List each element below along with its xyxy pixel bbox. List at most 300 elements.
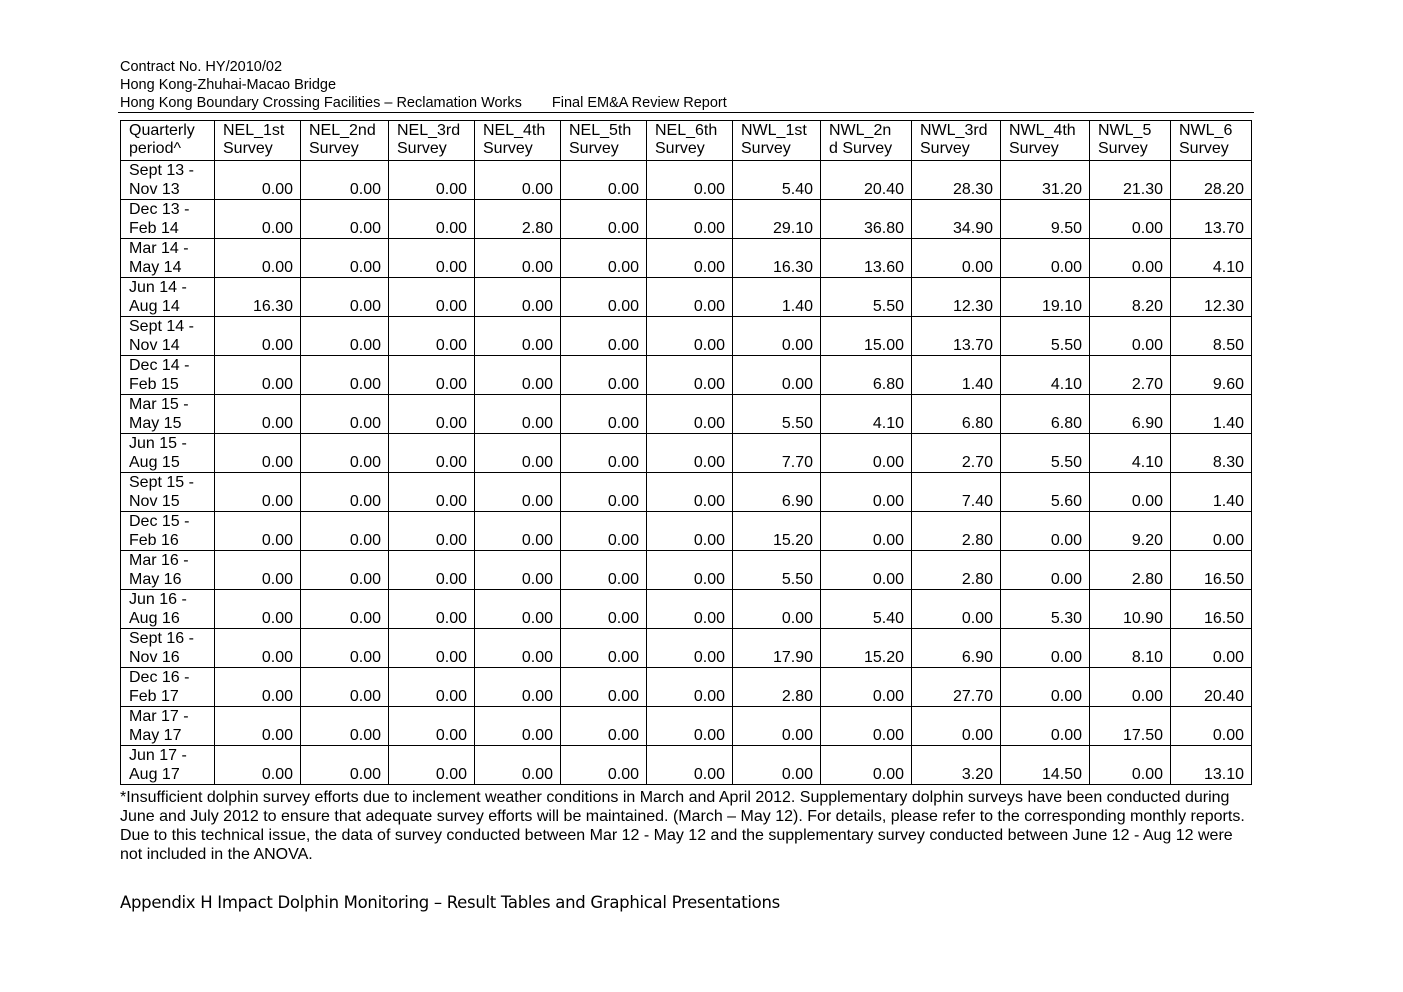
table-row [121, 512, 1252, 551]
value-cell: 0.00 [1001, 551, 1090, 590]
value-cell: 6.80 [821, 356, 912, 395]
value-cell: 4.10 [1171, 239, 1252, 278]
period-line: Nov 15 [129, 493, 180, 510]
value-cell: 0.00 [215, 590, 301, 629]
header-line: NEL_2nd [309, 122, 376, 139]
value-cell: 0.00 [1001, 629, 1090, 668]
value-cell: 0.00 [1090, 668, 1171, 707]
column-header-period [121, 121, 215, 161]
value-cell: 0.00 [475, 746, 561, 785]
value-cell: 0.00 [389, 746, 475, 785]
period-cell [121, 161, 215, 200]
period-line: Jun 17 - [129, 747, 187, 764]
period-line: Mar 15 - [129, 396, 189, 413]
value-cell: 2.80 [733, 668, 821, 707]
value-cell: 0.00 [215, 161, 301, 200]
value-cell: 0.00 [301, 317, 389, 356]
value-cell: 0.00 [647, 161, 733, 200]
column-header [215, 121, 301, 161]
value-cell: 9.50 [1001, 200, 1090, 239]
value-cell: 27.70 [912, 668, 1001, 707]
header-line: Survey [483, 140, 533, 157]
value-cell: 0.00 [1171, 629, 1252, 668]
period-line: Dec 14 - [129, 357, 190, 374]
period-line: Feb 15 [129, 376, 179, 393]
value-cell: 5.60 [1001, 473, 1090, 512]
value-cell: 2.80 [475, 200, 561, 239]
value-cell: 5.50 [1001, 317, 1090, 356]
value-cell: 0.00 [733, 746, 821, 785]
period-cell [121, 668, 215, 707]
value-cell: 15.20 [821, 629, 912, 668]
value-cell: 0.00 [475, 473, 561, 512]
period-line: Aug 15 [129, 454, 180, 471]
table-row [121, 590, 1252, 629]
period-cell [121, 278, 215, 317]
period-line: Aug 16 [129, 610, 180, 627]
value-cell: 9.20 [1090, 512, 1171, 551]
value-cell: 6.90 [733, 473, 821, 512]
value-cell: 0.00 [1090, 317, 1171, 356]
header-row [120, 94, 1253, 112]
header-line: NEL_4th [483, 122, 546, 139]
column-header [912, 121, 1001, 161]
value-cell: 0.00 [647, 278, 733, 317]
column-header [647, 121, 733, 161]
value-cell: 0.00 [1001, 707, 1090, 746]
value-cell: 12.30 [1171, 278, 1252, 317]
value-cell: 0.00 [561, 395, 647, 434]
header-divider [118, 112, 1254, 113]
period-line: Dec 16 - [129, 669, 190, 686]
header-line: period^ [129, 140, 181, 157]
value-cell: 0.00 [389, 395, 475, 434]
period-cell [121, 707, 215, 746]
header-line: NEL_6th [655, 122, 718, 139]
header-line: Survey [920, 140, 970, 157]
period-line: Aug 17 [129, 766, 180, 783]
value-cell: 0.00 [647, 668, 733, 707]
value-cell: 0.00 [301, 551, 389, 590]
value-cell: 0.00 [561, 161, 647, 200]
works-title: Hong Kong Boundary Crossing Facilities – Reclamation Works [120, 95, 522, 111]
period-cell [121, 395, 215, 434]
value-cell: 0.00 [821, 434, 912, 473]
period-line: May 15 [129, 415, 182, 432]
value-cell: 2.80 [912, 512, 1001, 551]
period-line: Mar 14 - [129, 240, 189, 257]
value-cell: 0.00 [647, 512, 733, 551]
value-cell: 1.40 [733, 278, 821, 317]
value-cell: 1.40 [1171, 395, 1252, 434]
header-line: Survey [223, 140, 273, 157]
value-cell: 0.00 [475, 317, 561, 356]
header-line: Survey [655, 140, 705, 157]
value-cell: 0.00 [389, 629, 475, 668]
value-cell: 0.00 [1090, 200, 1171, 239]
value-cell: 5.50 [733, 395, 821, 434]
value-cell: 0.00 [301, 629, 389, 668]
value-cell: 7.40 [912, 473, 1001, 512]
value-cell: 1.40 [1171, 473, 1252, 512]
value-cell: 0.00 [1171, 707, 1252, 746]
period-line: Sept 14 - [129, 318, 194, 335]
value-cell: 0.00 [215, 434, 301, 473]
value-cell: 0.00 [475, 590, 561, 629]
period-cell [121, 629, 215, 668]
value-cell: 0.00 [301, 278, 389, 317]
value-cell: 0.00 [475, 551, 561, 590]
table-row [121, 434, 1252, 473]
value-cell: 0.00 [389, 707, 475, 746]
value-cell: 16.50 [1171, 590, 1252, 629]
period-line: Feb 14 [129, 220, 179, 237]
value-cell: 8.30 [1171, 434, 1252, 473]
value-cell: 0.00 [561, 551, 647, 590]
value-cell: 0.00 [561, 629, 647, 668]
value-cell: 0.00 [647, 395, 733, 434]
value-cell: 5.30 [1001, 590, 1090, 629]
period-cell [121, 434, 215, 473]
value-cell: 0.00 [215, 746, 301, 785]
header-line: NWL_5 [1098, 122, 1152, 139]
table-row [121, 200, 1252, 239]
value-cell: 3.20 [912, 746, 1001, 785]
table-row [121, 161, 1252, 200]
value-cell: 0.00 [821, 746, 912, 785]
period-line: Aug 14 [129, 298, 180, 315]
period-cell [121, 551, 215, 590]
header-line: d Survey [829, 140, 893, 157]
value-cell: 0.00 [215, 707, 301, 746]
value-cell: 8.50 [1171, 317, 1252, 356]
period-line: Dec 15 - [129, 513, 190, 530]
period-line: Jun 14 - [129, 279, 187, 296]
period-cell [121, 746, 215, 785]
value-cell: 0.00 [475, 239, 561, 278]
period-line: Feb 17 [129, 688, 179, 705]
table-row [121, 356, 1252, 395]
period-cell [121, 473, 215, 512]
appendix-footer: Appendix H Impact Dolphin Monitoring – Result Tables and Graphical Presentations [120, 893, 780, 912]
value-cell: 17.90 [733, 629, 821, 668]
value-cell: 0.00 [647, 746, 733, 785]
value-cell: 21.30 [1090, 161, 1171, 200]
period-line: May 14 [129, 259, 182, 276]
value-cell: 5.40 [733, 161, 821, 200]
value-cell: 0.00 [821, 512, 912, 551]
contract-number: Contract No. HY/2010/02 [120, 59, 283, 75]
period-line: Jun 16 - [129, 591, 187, 608]
value-cell: 6.80 [912, 395, 1001, 434]
value-cell: 0.00 [389, 512, 475, 551]
value-cell: 17.50 [1090, 707, 1171, 746]
value-cell: 0.00 [561, 200, 647, 239]
header-line: NEL_1st [223, 122, 285, 139]
value-cell: 0.00 [215, 200, 301, 239]
header-line: NEL_5th [569, 122, 632, 139]
value-cell: 15.20 [733, 512, 821, 551]
column-header [733, 121, 821, 161]
value-cell: 0.00 [733, 356, 821, 395]
value-cell: 0.00 [561, 434, 647, 473]
value-cell: 0.00 [475, 395, 561, 434]
value-cell: 6.90 [912, 629, 1001, 668]
value-cell: 0.00 [561, 473, 647, 512]
value-cell: 29.10 [733, 200, 821, 239]
value-cell: 10.90 [1090, 590, 1171, 629]
page-header [120, 58, 1253, 112]
table-row [121, 551, 1252, 590]
value-cell: 0.00 [301, 161, 389, 200]
value-cell: 0.00 [301, 200, 389, 239]
value-cell: 0.00 [475, 668, 561, 707]
value-cell: 0.00 [1001, 512, 1090, 551]
header-line: NWL_2n [829, 122, 892, 139]
value-cell: 0.00 [821, 551, 912, 590]
period-line: Dec 13 - [129, 201, 190, 218]
value-cell: 0.00 [301, 356, 389, 395]
table-row [121, 317, 1252, 356]
value-cell: 5.50 [733, 551, 821, 590]
period-cell [121, 590, 215, 629]
value-cell: 7.70 [733, 434, 821, 473]
period-line: Nov 16 [129, 649, 180, 666]
value-cell: 5.50 [1001, 434, 1090, 473]
value-cell: 0.00 [561, 746, 647, 785]
value-cell: 1.40 [912, 356, 1001, 395]
value-cell: 0.00 [647, 551, 733, 590]
value-cell: 0.00 [647, 629, 733, 668]
value-cell: 0.00 [389, 161, 475, 200]
value-cell: 0.00 [821, 473, 912, 512]
value-cell: 6.90 [1090, 395, 1171, 434]
value-cell: 13.10 [1171, 746, 1252, 785]
value-cell: 0.00 [389, 200, 475, 239]
header-line: Survey [397, 140, 447, 157]
period-line: May 17 [129, 727, 182, 744]
period-line: Nov 13 [129, 181, 180, 198]
value-cell: 0.00 [215, 395, 301, 434]
value-cell: 28.30 [912, 161, 1001, 200]
value-cell: 0.00 [647, 317, 733, 356]
value-cell: 8.10 [1090, 629, 1171, 668]
value-cell: 0.00 [389, 278, 475, 317]
header-line: NWL_3rd [920, 122, 988, 139]
value-cell: 0.00 [301, 473, 389, 512]
value-cell: 2.80 [912, 551, 1001, 590]
value-cell: 0.00 [647, 590, 733, 629]
value-cell: 0.00 [215, 317, 301, 356]
header-line: Quarterly [129, 122, 195, 139]
value-cell: 0.00 [215, 356, 301, 395]
column-header [1171, 121, 1252, 161]
value-cell: 0.00 [1090, 746, 1171, 785]
value-cell: 2.70 [1090, 356, 1171, 395]
value-cell: 0.00 [301, 239, 389, 278]
period-cell [121, 239, 215, 278]
value-cell: 0.00 [301, 746, 389, 785]
column-header [301, 121, 389, 161]
value-cell: 0.00 [1090, 473, 1171, 512]
value-cell: 0.00 [475, 512, 561, 551]
value-cell: 0.00 [561, 512, 647, 551]
period-cell [121, 356, 215, 395]
header-line: NEL_3rd [397, 122, 461, 139]
value-cell: 19.10 [1001, 278, 1090, 317]
value-cell: 0.00 [561, 317, 647, 356]
value-cell: 0.00 [475, 161, 561, 200]
header-line: Survey [741, 140, 791, 157]
value-cell: 0.00 [215, 239, 301, 278]
value-cell: 0.00 [1171, 512, 1252, 551]
value-cell: 0.00 [733, 707, 821, 746]
column-header [1001, 121, 1090, 161]
period-line: Feb 16 [129, 532, 179, 549]
value-cell: 34.90 [912, 200, 1001, 239]
value-cell: 0.00 [475, 356, 561, 395]
value-cell: 0.00 [821, 707, 912, 746]
period-line: Mar 16 - [129, 552, 189, 569]
footnote: *Insufficient dolphin survey efforts due to inclement weather conditions in March and April 2012. Supplementary dolphin surveys have been conducted during June and July 2012 to ensure that adequate survey efforts will be maintained. (March – May 12). For details, please refer to the corresponding monthly reports. Due to this technical issue, the data of survey conducted between Mar 12 - May 12 and the supplementary survey conducted between June 12 - Aug 12 were not included in the ANOVA. [120, 789, 1245, 863]
table-row [121, 473, 1252, 512]
table-row [121, 668, 1252, 707]
value-cell: 0.00 [912, 590, 1001, 629]
value-cell: 14.50 [1001, 746, 1090, 785]
value-cell: 13.70 [1171, 200, 1252, 239]
period-line: Sept 16 - [129, 630, 194, 647]
value-cell: 0.00 [389, 434, 475, 473]
value-cell: 0.00 [561, 668, 647, 707]
project-name: Hong Kong-Zhuhai-Macao Bridge [120, 77, 337, 93]
value-cell: 0.00 [301, 512, 389, 551]
table-row [121, 395, 1252, 434]
header-line: Survey [1179, 140, 1229, 157]
value-cell: 0.00 [561, 707, 647, 746]
value-cell: 13.60 [821, 239, 912, 278]
header-line: Survey [1098, 140, 1148, 157]
value-cell: 16.30 [733, 239, 821, 278]
value-cell: 0.00 [215, 551, 301, 590]
value-cell: 0.00 [389, 668, 475, 707]
value-cell: 0.00 [215, 512, 301, 551]
value-cell: 0.00 [389, 317, 475, 356]
value-cell: 28.20 [1171, 161, 1252, 200]
value-cell: 36.80 [821, 200, 912, 239]
table-row [121, 707, 1252, 746]
header-line: NWL_4th [1009, 122, 1076, 139]
value-cell: 0.00 [475, 707, 561, 746]
column-header [821, 121, 912, 161]
column-header [475, 121, 561, 161]
value-cell: 31.20 [1001, 161, 1090, 200]
period-line: Sept 15 - [129, 474, 194, 491]
value-cell: 4.10 [1090, 434, 1171, 473]
value-cell: 0.00 [389, 590, 475, 629]
value-cell: 0.00 [215, 668, 301, 707]
period-line: Nov 14 [129, 337, 180, 354]
table-row [121, 629, 1252, 668]
value-cell: 0.00 [475, 434, 561, 473]
value-cell: 20.40 [821, 161, 912, 200]
header-line: Survey [1009, 140, 1059, 157]
value-cell: 5.50 [821, 278, 912, 317]
value-cell: 6.80 [1001, 395, 1090, 434]
period-line: Jun 15 - [129, 435, 187, 452]
period-cell [121, 200, 215, 239]
table-header-row [121, 121, 1252, 161]
value-cell: 0.00 [561, 239, 647, 278]
header-line: Survey [309, 140, 359, 157]
value-cell: 8.20 [1090, 278, 1171, 317]
value-cell: 0.00 [821, 668, 912, 707]
value-cell: 0.00 [1001, 239, 1090, 278]
value-cell: 0.00 [647, 434, 733, 473]
value-cell: 0.00 [389, 551, 475, 590]
value-cell: 0.00 [647, 707, 733, 746]
value-cell: 0.00 [301, 395, 389, 434]
value-cell: 0.00 [647, 239, 733, 278]
report-title: Final EM&A Review Report [551, 95, 727, 111]
table-row [121, 278, 1252, 317]
value-cell: 0.00 [561, 278, 647, 317]
value-cell: 0.00 [301, 434, 389, 473]
value-cell: 0.00 [733, 590, 821, 629]
value-cell: 0.00 [647, 356, 733, 395]
period-line: May 16 [129, 571, 182, 588]
value-cell: 13.70 [912, 317, 1001, 356]
column-header [389, 121, 475, 161]
table-body [121, 161, 1252, 785]
value-cell: 0.00 [1001, 668, 1090, 707]
period-cell [121, 512, 215, 551]
table-row [121, 239, 1252, 278]
value-cell: 2.80 [1090, 551, 1171, 590]
value-cell: 0.00 [561, 356, 647, 395]
value-cell: 0.00 [647, 200, 733, 239]
value-cell: 0.00 [389, 473, 475, 512]
value-cell: 0.00 [647, 473, 733, 512]
column-header [1090, 121, 1171, 161]
value-cell: 0.00 [1090, 239, 1171, 278]
value-cell: 0.00 [215, 629, 301, 668]
value-cell: 0.00 [301, 668, 389, 707]
value-cell: 0.00 [301, 590, 389, 629]
value-cell: 0.00 [733, 317, 821, 356]
value-cell: 0.00 [912, 239, 1001, 278]
value-cell: 9.60 [1171, 356, 1252, 395]
value-cell: 0.00 [561, 590, 647, 629]
value-cell: 0.00 [912, 707, 1001, 746]
value-cell: 15.00 [821, 317, 912, 356]
header-line: NWL_6 [1179, 122, 1233, 139]
period-cell [121, 317, 215, 356]
header-line: Survey [569, 140, 619, 157]
value-cell: 0.00 [475, 278, 561, 317]
value-cell: 0.00 [389, 239, 475, 278]
column-header [561, 121, 647, 161]
period-line: Sept 13 - [129, 162, 194, 179]
value-cell: 2.70 [912, 434, 1001, 473]
value-cell: 0.00 [475, 629, 561, 668]
table-row [121, 746, 1252, 785]
value-cell: 4.10 [1001, 356, 1090, 395]
value-cell: 16.50 [1171, 551, 1252, 590]
value-cell: 0.00 [301, 707, 389, 746]
header-line: NWL_1st [741, 122, 807, 139]
value-cell: 0.00 [389, 356, 475, 395]
value-cell: 12.30 [912, 278, 1001, 317]
